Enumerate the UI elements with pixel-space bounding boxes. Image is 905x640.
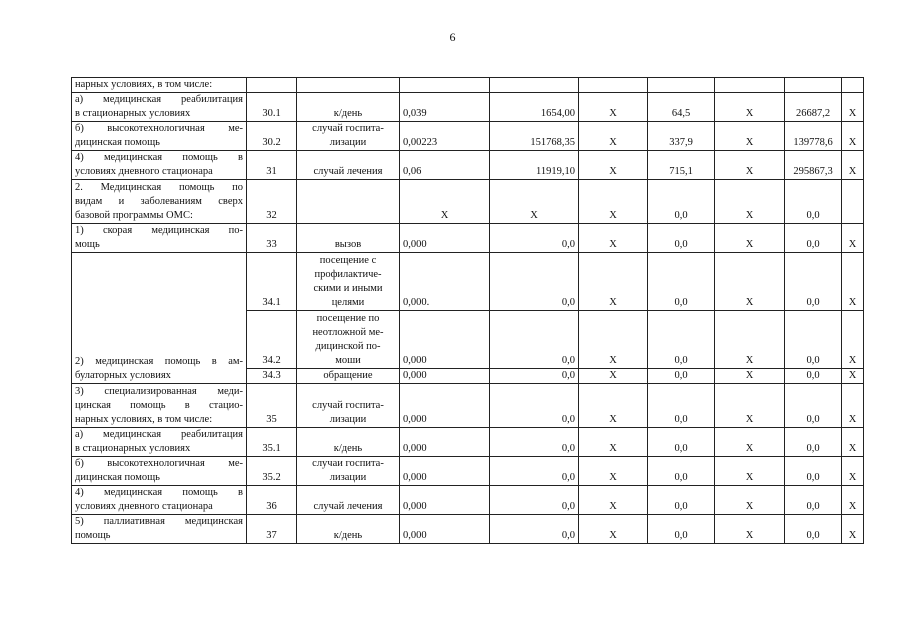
row-col-7: 337,9	[648, 122, 715, 151]
row-col-7: 715,1	[648, 151, 715, 180]
row-col-6: X	[579, 253, 648, 311]
row-volume: 0,000	[400, 428, 490, 457]
row-unit: случай госпита- лизации	[297, 384, 400, 428]
row-cost: 0,0	[490, 457, 579, 486]
row-name: нарных условиях, в том числе:	[72, 78, 247, 93]
row-total: 0,0	[785, 180, 842, 224]
row-cost: 0,0	[490, 515, 579, 544]
row-mark: X	[842, 224, 864, 253]
row-total: 139778,6	[785, 122, 842, 151]
row-col-8: X	[715, 224, 785, 253]
row-total: 295867,3	[785, 151, 842, 180]
row-total: 26687,2	[785, 93, 842, 122]
row-code: 35	[247, 384, 297, 428]
row-mark: X	[842, 151, 864, 180]
table-row	[72, 151, 864, 180]
row-total: 0,0	[785, 311, 842, 369]
row-volume: 0,000	[400, 384, 490, 428]
row-total	[785, 78, 842, 93]
row-mark: X	[842, 428, 864, 457]
row-total: 0,0	[785, 384, 842, 428]
row-mark: X	[842, 384, 864, 428]
row-code: 35.2	[247, 457, 297, 486]
row-mark	[842, 180, 864, 224]
row-col-7: 0,0	[648, 515, 715, 544]
row-unit: случай госпита- лизации	[297, 122, 400, 151]
row-col-7: 0,0	[648, 253, 715, 311]
row-name: б) высокотехнологичная ме- дицинская помощь	[72, 122, 247, 151]
row-col-8: X	[715, 180, 785, 224]
table-row	[72, 253, 864, 311]
row-cost: 0,0	[490, 384, 579, 428]
row-col-6: X	[579, 486, 648, 515]
table-row	[72, 457, 864, 486]
row-cost: 11919,10	[490, 151, 579, 180]
row-total: 0,0	[785, 486, 842, 515]
row-unit	[297, 180, 400, 224]
page-number: 6	[449, 30, 456, 44]
row-total: 0,0	[785, 253, 842, 311]
row-cost: X	[490, 180, 579, 224]
row-cost: 0,0	[490, 369, 579, 384]
row-col-8: X	[715, 515, 785, 544]
table-row	[72, 486, 864, 515]
table-row	[72, 515, 864, 544]
row-col-6: X	[579, 122, 648, 151]
row-unit: посещение по неотложной ме- дицинской по- моши	[297, 311, 400, 369]
row-col-6: X	[579, 224, 648, 253]
row-code: 34.1	[247, 253, 297, 311]
row-col-6: X	[579, 428, 648, 457]
row-col-6: X	[579, 384, 648, 428]
row-col-6: X	[579, 311, 648, 369]
row-col-6: X	[579, 180, 648, 224]
row-cost: 1654,00	[490, 93, 579, 122]
row-unit	[297, 78, 400, 93]
row-col-6: X	[579, 369, 648, 384]
row-col-7: 0,0	[648, 457, 715, 486]
row-total: 0,0	[785, 428, 842, 457]
table-row	[72, 78, 864, 93]
row-mark: X	[842, 253, 864, 311]
row-unit: вызов	[297, 224, 400, 253]
row-col-7: 0,0	[648, 486, 715, 515]
row-volume: 0,000	[400, 311, 490, 369]
row-mark: X	[842, 369, 864, 384]
row-cost: 0,0	[490, 253, 579, 311]
row-col-7: 0,0	[648, 180, 715, 224]
row-col-6: X	[579, 457, 648, 486]
row-total: 0,0	[785, 515, 842, 544]
row-code: 30.2	[247, 122, 297, 151]
row-code: 32	[247, 180, 297, 224]
row-cost: 151768,35	[490, 122, 579, 151]
row-col-7: 0,0	[648, 428, 715, 457]
row-name: 1) скорая медицинская по- мощь	[72, 224, 247, 253]
row-code: 35.1	[247, 428, 297, 457]
row-col-8: X	[715, 486, 785, 515]
row-col-7	[648, 78, 715, 93]
row-col-7: 0,0	[648, 384, 715, 428]
row-volume: 0,000	[400, 457, 490, 486]
row-mark: X	[842, 486, 864, 515]
table-row	[72, 224, 864, 253]
row-col-8: X	[715, 253, 785, 311]
row-code: 33	[247, 224, 297, 253]
row-volume: 0,000	[400, 224, 490, 253]
row-col-8: X	[715, 384, 785, 428]
row-col-8	[715, 78, 785, 93]
table-row	[72, 93, 864, 122]
row-name: 2. Медицинская помощь по видам и заболеваниям сверх базовой программы ОМС:	[72, 180, 247, 224]
row-code: 30.1	[247, 93, 297, 122]
row-col-8: X	[715, 151, 785, 180]
row-col-7: 64,5	[648, 93, 715, 122]
row-code: 34.2	[247, 311, 297, 369]
row-code: 31	[247, 151, 297, 180]
row-col-8: X	[715, 428, 785, 457]
row-name: а) медицинская реабилитация в стационарных условиях	[72, 428, 247, 457]
table-row	[72, 384, 864, 428]
table-row	[72, 180, 864, 224]
row-col-8: X	[715, 93, 785, 122]
row-unit: к/день	[297, 428, 400, 457]
row-cost: 0,0	[490, 224, 579, 253]
row-name: а) медицинская реабилитация в стационарных условиях	[72, 93, 247, 122]
row-mark: X	[842, 515, 864, 544]
row-unit: к/день	[297, 515, 400, 544]
row-name: 4) медицинская помощь в условиях дневного стационара	[72, 486, 247, 515]
row-col-6	[579, 78, 648, 93]
row-col-8: X	[715, 457, 785, 486]
row-code: 37	[247, 515, 297, 544]
row-volume: 0,000	[400, 515, 490, 544]
row-col-6: X	[579, 93, 648, 122]
row-unit: случай лечения	[297, 151, 400, 180]
row-volume	[400, 78, 490, 93]
row-volume: 0,000.	[400, 253, 490, 311]
row-mark: X	[842, 93, 864, 122]
row-total: 0,0	[785, 224, 842, 253]
row-col-8: X	[715, 311, 785, 369]
row-code: 34.3	[247, 369, 297, 384]
row-cost	[490, 78, 579, 93]
row-total: 0,0	[785, 369, 842, 384]
row-col-6: X	[579, 515, 648, 544]
table-row	[72, 428, 864, 457]
row-code: 36	[247, 486, 297, 515]
row-mark: X	[842, 122, 864, 151]
row-mark	[842, 78, 864, 93]
row-cost: 0,0	[490, 486, 579, 515]
row-col-6: X	[579, 151, 648, 180]
row-name: 4) медицинская помощь в условиях дневного стационара	[72, 151, 247, 180]
row-volume: X	[400, 180, 490, 224]
row-cost: 0,0	[490, 311, 579, 369]
row-cost: 0,0	[490, 428, 579, 457]
row-col-7: 0,0	[648, 311, 715, 369]
row-col-7: 0,0	[648, 369, 715, 384]
row-volume: 0,00223	[400, 122, 490, 151]
row-col-7: 0,0	[648, 224, 715, 253]
row-name: 2) медицинская помощь в ам- булаторных условиях	[72, 253, 247, 384]
row-mark: X	[842, 311, 864, 369]
row-total: 0,0	[785, 457, 842, 486]
row-col-8: X	[715, 369, 785, 384]
row-code	[247, 78, 297, 93]
row-volume: 0,000	[400, 369, 490, 384]
row-unit: посещение с профилактиче- скими и иными целями	[297, 253, 400, 311]
row-unit: случаи госпита- лизации	[297, 457, 400, 486]
row-name: 3) специализированная меди- цинская помощь в стацио- нарных условиях, в том числе:	[72, 384, 247, 428]
row-col-8: X	[715, 122, 785, 151]
row-volume: 0,039	[400, 93, 490, 122]
table-row	[72, 122, 864, 151]
row-volume: 0,000	[400, 486, 490, 515]
row-name: б) высокотехнологичная ме- дицинская помощь	[72, 457, 247, 486]
financing-table	[71, 77, 864, 544]
row-name: 5) паллиативная медицинская помощь	[72, 515, 247, 544]
row-unit: к/день	[297, 93, 400, 122]
row-unit: обращение	[297, 369, 400, 384]
row-volume: 0,06	[400, 151, 490, 180]
row-mark: X	[842, 457, 864, 486]
row-unit: случай лечения	[297, 486, 400, 515]
